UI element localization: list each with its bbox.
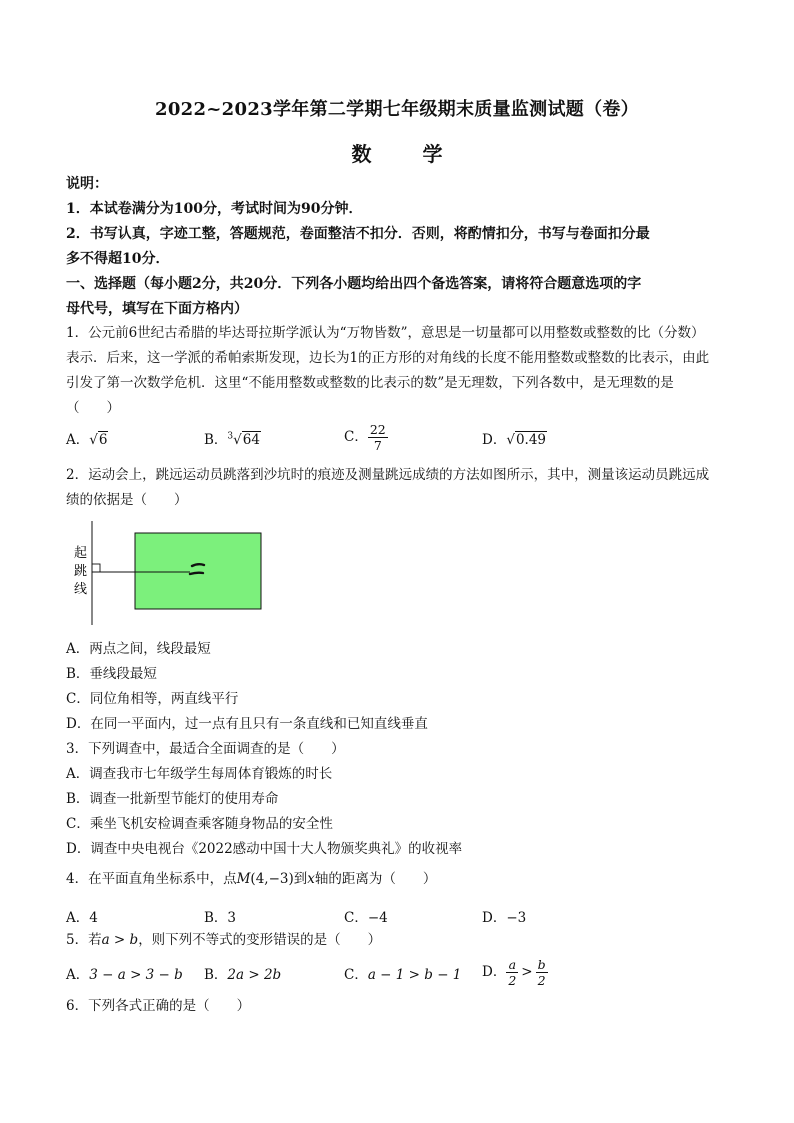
question-2-stem <box>66 463 734 513</box>
instructions-item-1: 1．本试卷满分为100分，考试时间为90分钟． <box>66 201 363 217</box>
q1-option-c[interactable] <box>344 422 388 453</box>
q2-option-b[interactable]: B．垂线段最短 <box>66 666 157 682</box>
cbrt-icon: √ <box>233 432 242 448</box>
q5-condition: a > b <box>101 932 139 948</box>
q5-option-d-denominator-left: 2 <box>508 973 517 988</box>
q3-option-a[interactable]: A．调查我市七年级学生每周体育锻炼的时长 <box>66 766 333 782</box>
long-jump-figure <box>64 517 274 633</box>
q4-stem-mid: 到 <box>293 871 308 887</box>
instructions-item-2-line-2: 多不得超10分． <box>66 251 170 267</box>
take-off-line-label-1: 起 <box>74 546 88 561</box>
question-2-options <box>66 637 734 862</box>
q1-option-c-denominator: 7 <box>373 438 382 453</box>
q1-option-d[interactable] <box>482 428 547 448</box>
q1-option-d-radicand: 0.49 <box>515 432 546 448</box>
exam-title: 2022~2023学年第二学期七年级期末质量监测试题（卷） <box>155 99 639 120</box>
q2-option-a[interactable]: A．两点之间，线段最短 <box>66 641 211 657</box>
q5-option-d-operator: > <box>521 964 533 980</box>
q3-option-b[interactable]: B．调查一批新型节能灯的使用寿命 <box>66 791 279 807</box>
q5-option-b[interactable] <box>204 963 281 983</box>
q4-stem-post: 轴的距离为（ ） <box>314 871 437 887</box>
q1-option-c-label: C． <box>344 429 368 445</box>
q5-stem-post: ，则下列不等式的变形错误的是（ ） <box>138 932 382 948</box>
q2-line-1: 2．运动会上，跳远运动员跳落到沙坑时的痕迹及测量跳远成绩的方法如图所示，其中，测量该运动员跳远成 <box>66 467 710 483</box>
q1-option-b-root-index: 3 <box>227 431 234 442</box>
q5-option-d[interactable] <box>482 957 548 988</box>
q4-stem-pre: 4．在平面直角坐标系中，点 <box>66 871 237 887</box>
q5-option-b-expr: 2a > 2b <box>227 967 282 983</box>
q1-option-c-numerator: 22 <box>369 422 386 437</box>
q3-stem: 3．下列调查中，最适合全面调查的是（ ） <box>66 741 345 757</box>
q2-option-c[interactable]: C．同位角相等，两直线平行 <box>66 691 239 707</box>
section-1-heading-line-1: 一、选择题（每小题2分，共20分．下列各小题均给出四个备选答案，请将符合题意选项的字 <box>66 276 642 292</box>
q3-option-c[interactable]: C．乘坐飞机安检调查乘客随身物品的安全性 <box>66 816 333 832</box>
question-5-options <box>66 957 734 993</box>
q5-option-d-denominator-right: 2 <box>537 973 546 988</box>
q2-option-d[interactable]: D．在同一平面内，过一点有且只有一条直线和已知直线垂直 <box>66 716 428 732</box>
q1-option-a[interactable] <box>66 428 108 448</box>
long-jump-diagram <box>64 517 274 629</box>
q5-option-a-expr: 3 − a > 3 − b <box>89 967 183 983</box>
q6-stem: 6．下列各式正确的是（ ） <box>66 998 251 1014</box>
q1-line-3: 引发了第一次数学危机．这里“不能用整数或整数的比表示的数”是无理数，下列各数中，是无理数的是 <box>66 375 674 391</box>
q4-option-c[interactable]: C．−4 <box>344 910 388 926</box>
q4-point-coords: (4,−3) <box>250 871 294 887</box>
q5-option-c-label: C． <box>344 967 368 983</box>
q5-option-d-fraction-right <box>536 957 548 988</box>
question-1-stem <box>66 321 734 421</box>
q5-option-a[interactable] <box>66 963 183 983</box>
q4-option-d[interactable]: D．−3 <box>482 910 527 926</box>
q4-axis-name: x <box>307 871 315 887</box>
q1-option-c-fraction <box>368 422 388 453</box>
q3-option-d[interactable]: D．调查中央电视台《2022感动中国十大人物颁奖典礼》的收视率 <box>66 841 463 857</box>
take-off-line-label-3: 线 <box>74 582 88 597</box>
q2-line-2: 绩的依据是（ ） <box>66 492 188 508</box>
instructions-heading: 说明： <box>66 176 108 192</box>
q5-option-a-label: A． <box>66 967 90 983</box>
q1-option-b[interactable] <box>204 428 261 448</box>
instructions <box>66 172 734 322</box>
exam-subject: 数 学 <box>351 142 465 166</box>
q5-option-d-numerator-left: a <box>506 957 518 973</box>
q5-stem-pre: 5．若 <box>66 932 102 948</box>
question-6-stem <box>66 994 734 1019</box>
q5-option-d-numerator-right: b <box>537 957 546 972</box>
q5-option-d-label: D． <box>482 964 507 980</box>
q5-option-c-expr: a − 1 > b − 1 <box>367 967 462 983</box>
q4-point-name: M <box>236 871 251 887</box>
take-off-line-label-2: 跳 <box>74 564 88 579</box>
q5-option-b-label: B． <box>204 967 228 983</box>
q1-option-a-label: A． <box>66 432 90 448</box>
q1-line-4: （ ） <box>66 400 120 416</box>
question-4-stem <box>66 867 734 892</box>
q1-option-a-radicand: 6 <box>98 432 108 448</box>
right-angle-mark <box>92 564 100 572</box>
q5-option-d-fraction-left <box>506 957 518 988</box>
sand-pit <box>135 533 261 609</box>
sqrt-icon: √ <box>89 432 98 448</box>
q5-option-c[interactable] <box>344 963 461 983</box>
q1-option-d-label: D． <box>482 432 507 448</box>
q1-option-b-label: B． <box>204 432 228 448</box>
q4-option-a[interactable]: A．4 <box>66 910 98 926</box>
question-1-options <box>66 422 734 458</box>
instructions-item-2-line-1: 2．书写认真，字迹工整，答题规范，卷面整洁不扣分．否则，将酌情扣分，书写与卷面扣分最 <box>66 226 650 242</box>
q4-option-b[interactable]: B．3 <box>204 910 237 926</box>
footprint-mark-lower <box>190 573 203 574</box>
q1-option-b-radicand: 64 <box>242 432 260 448</box>
question-5-stem <box>66 928 734 953</box>
section-1-heading-line-2: 母代号，填写在下面方格内） <box>66 301 248 317</box>
q1-line-2: 表示．后来，这一学派的希帕索斯发现，边长为1的正方形的对角线的长度不能用整数或整数的比表示，由此 <box>66 350 710 366</box>
sqrt-icon: √ <box>506 432 515 448</box>
q1-line-1: 1．公元前6世纪古希腊的毕达哥拉斯学派认为“万物皆数”，意思是一切量都可以用整数或整数的比（分数） <box>66 325 705 341</box>
